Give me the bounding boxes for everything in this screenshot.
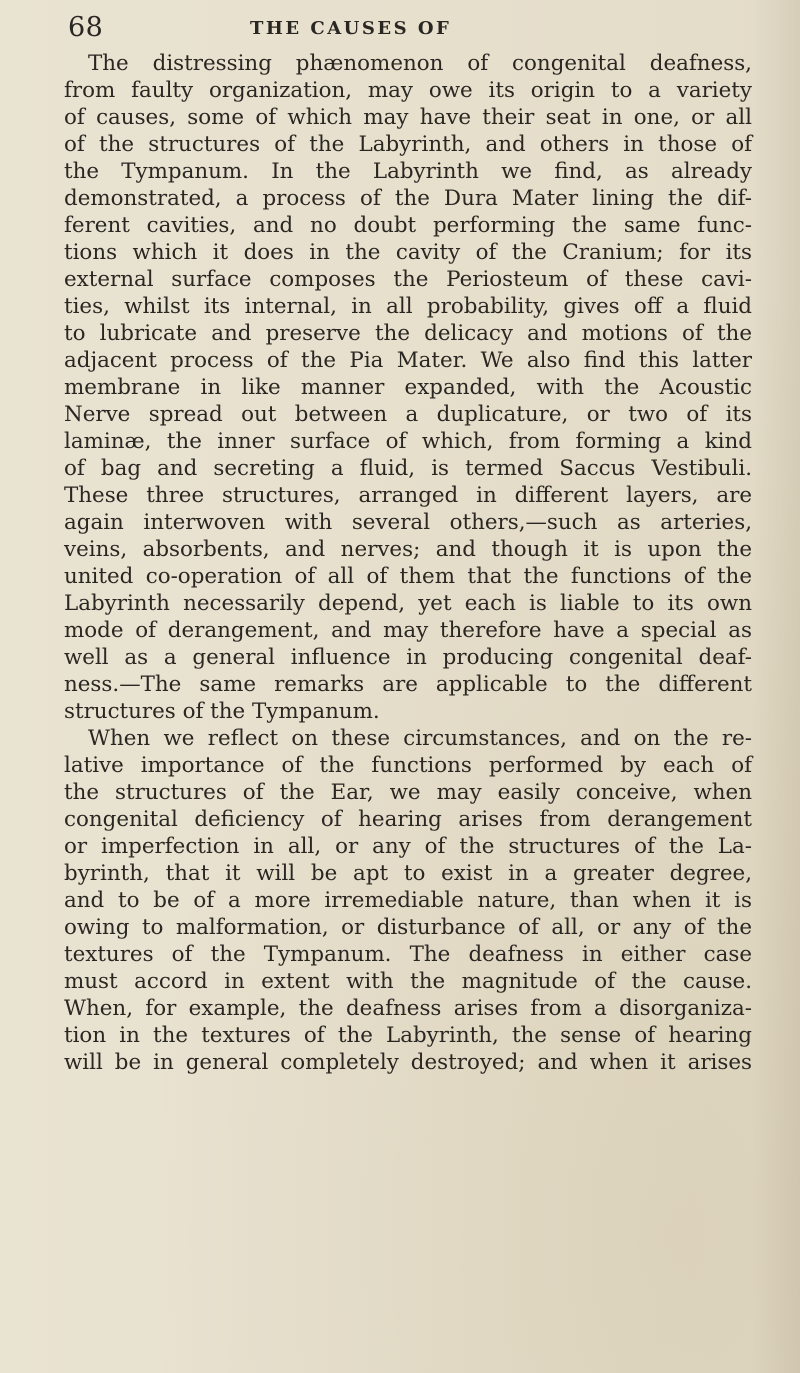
text-line: of bag and secreting a fluid, is termed Saccus Vestibuli. (64, 456, 752, 481)
page-number: 68 (68, 12, 104, 43)
text-line: well as a general influence in producing congenital deaf- (64, 645, 752, 670)
text-line: or imperfection in all, or any of the structures of the La- (64, 834, 752, 859)
text-line: united co-operation of all of them that the functions of the (64, 564, 752, 589)
text-line: Labyrinth necessarily depend, yet each is liable to its own (64, 591, 752, 616)
text-line: of causes, some of which may have their seat in one, or all (64, 105, 752, 130)
text-line: from faulty organization, may owe its origin to a variety (64, 78, 752, 103)
text-line: laminæ, the inner surface of which, from forming a kind (64, 429, 752, 454)
text-line: membrane in like manner expanded, with the Acoustic (64, 375, 752, 400)
text-line: again interwoven with several others,—such as arteries, (64, 510, 752, 535)
text-line: Nerve spread out between a duplicature, or two of its (64, 402, 752, 427)
text-line: external surface composes the Periosteum of these cavi- (64, 267, 752, 292)
page-header (0, 8, 800, 48)
text-line: mode of derangement, and may therefore have a special as (64, 618, 752, 643)
paragraph-2 (64, 725, 752, 1076)
text-line: When, for example, the deafness arises from a disorganiza- (64, 996, 752, 1021)
text-line: structures of the Tympanum. (64, 699, 380, 724)
text-line: tion in the textures of the Labyrinth, the sense of hearing (64, 1023, 752, 1048)
text-line: ties, whilst its internal, in all probability, gives off a fluid (64, 294, 752, 319)
text-line: owing to malformation, or disturbance of all, or any of the (64, 915, 752, 940)
text-line: demonstrated, a process of the Dura Mater lining the dif- (64, 186, 752, 211)
text-line: The distressing phænomenon of congenital deafness, (88, 51, 752, 76)
text-line: ferent cavities, and no doubt performing the same func- (64, 213, 752, 238)
text-line: must accord in extent with the magnitude of the cause. (64, 969, 752, 994)
text-line: congenital deficiency of hearing arises from derangement (64, 807, 752, 832)
text-line: lative importance of the functions performed by each of (64, 753, 752, 778)
paragraph-1 (64, 50, 752, 725)
page-edge-shadow (752, 0, 800, 1373)
text-line: textures of the Tympanum. The deafness in either case (64, 942, 752, 967)
text-line: veins, absorbents, and nerves; and though it is upon the (64, 537, 752, 562)
text-line: will be in general completely destroyed; and when it arises (64, 1050, 752, 1075)
text-line: byrinth, that it will be apt to exist in a greater degree, (64, 861, 752, 886)
text-line: tions which it does in the cavity of the Cranium; for its (64, 240, 752, 265)
running-head: THE CAUSES OF (250, 18, 452, 39)
text-line: to lubricate and preserve the delicacy and motions of the (64, 321, 752, 346)
text-line: ness.—The same remarks are applicable to the different (64, 672, 752, 697)
body-text (64, 50, 752, 1076)
text-line: When we reflect on these circumstances, and on the re- (88, 726, 752, 751)
text-line: and to be of a more irremediable nature, than when it is (64, 888, 752, 913)
text-line: adjacent process of the Pia Mater. We also find this latter (64, 348, 752, 373)
text-line: of the structures of the Labyrinth, and others in those of (64, 132, 752, 157)
text-line: the Tympanum. In the Labyrinth we find, as already (64, 159, 752, 184)
text-line: the structures of the Ear, we may easily conceive, when (64, 780, 752, 805)
text-line: These three structures, arranged in different layers, are (64, 483, 752, 508)
